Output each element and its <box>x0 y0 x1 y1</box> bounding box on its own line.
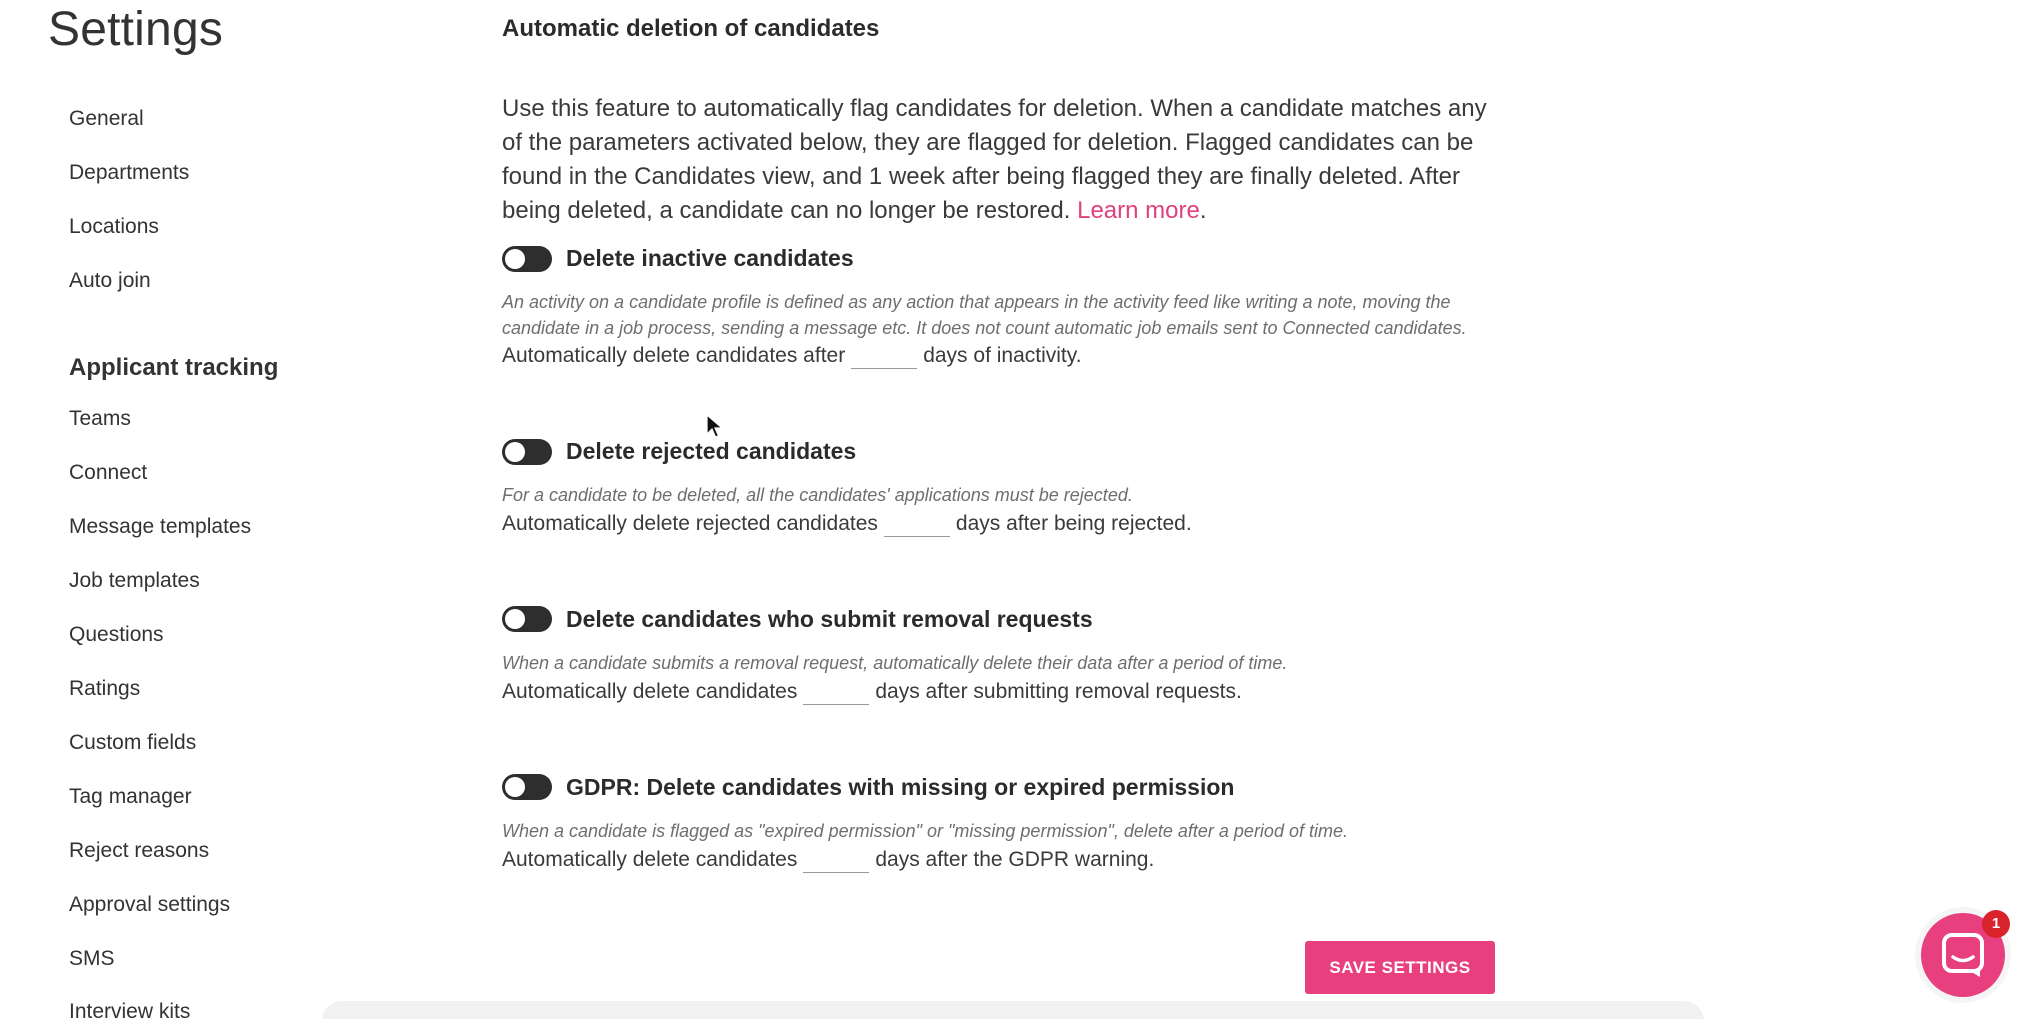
rule-line-gdpr <box>502 848 1154 873</box>
sidebar-item-reject-reasons[interactable]: Reject reasons <box>69 839 210 862</box>
toggle-knob <box>505 249 525 269</box>
rule-suffix: days of inactivity. <box>923 344 1082 367</box>
sidebar-item-approval-settings[interactable]: Approval settings <box>69 893 231 916</box>
rule-suffix: days after being rejected. <box>955 512 1192 535</box>
rule-note-removal-requests: When a candidate submits a removal request, automatically delete their data after a period of time. <box>502 653 1288 673</box>
rule-title-removal-requests: Delete candidates who submit removal requests <box>566 606 1093 632</box>
sidebar-item-auto-join[interactable]: Auto join <box>69 269 151 292</box>
sidebar-section-applicant-tracking: Applicant tracking <box>69 354 279 381</box>
rule-title-inactive: Delete inactive candidates <box>566 245 854 271</box>
chat-notification-badge: 1 <box>1982 910 2010 938</box>
rejected-days-input[interactable] <box>884 516 950 537</box>
toggle-knob <box>505 442 525 462</box>
sidebar-item-message-templates[interactable]: Message templates <box>69 515 252 538</box>
sidebar-item-questions[interactable]: Questions <box>69 623 164 646</box>
sidebar-item-locations[interactable]: Locations <box>69 215 159 238</box>
rule-note-rejected: For a candidate to be deleted, all the candidates' applications must be rejected. <box>502 485 1133 505</box>
sidebar-item-teams[interactable]: Teams <box>69 407 131 430</box>
rule-line-removal-requests <box>502 680 1242 705</box>
rule-suffix: days after the GDPR warning. <box>875 848 1155 871</box>
toggle-knob <box>505 609 525 629</box>
sidebar-item-interview-kits[interactable]: Interview kits <box>69 1000 191 1019</box>
intro-body: Use this feature to automatically flag candidates for deletion. When a candidate matches any of the parameters activated below, they are flagged for deletion. Flagged candidates can be found in the Candidates view, and 1 week after being flagged they are finally deleted. After being deleted, a candidate can no longer be restored. <box>502 95 1487 224</box>
toggle-delete-removal-requests[interactable] <box>502 606 552 632</box>
save-settings-button[interactable]: SAVE SETTINGS <box>1305 941 1495 994</box>
toggle-gdpr-permission[interactable] <box>502 774 552 800</box>
section-heading: Automatic deletion of candidates <box>502 15 880 42</box>
chat-icon <box>1942 933 1984 977</box>
rule-prefix: Automatically delete rejected candidates <box>502 512 878 535</box>
rule-prefix: Automatically delete candidates <box>502 680 798 703</box>
learn-more-link[interactable]: Learn more <box>1077 197 1200 224</box>
sidebar-item-tag-manager[interactable]: Tag manager <box>69 785 192 808</box>
rule-line-inactive <box>502 344 1082 369</box>
toggle-delete-inactive[interactable] <box>502 246 552 272</box>
sidebar-item-custom-fields[interactable]: Custom fields <box>69 731 197 754</box>
sidebar-item-departments[interactable]: Departments <box>69 161 190 184</box>
rule-prefix: Automatically delete candidates <box>502 848 798 871</box>
rule-suffix: days after submitting removal requests. <box>875 680 1242 703</box>
sidebar-item-connect[interactable]: Connect <box>69 461 148 484</box>
sidebar-item-sms[interactable]: SMS <box>69 947 115 970</box>
rule-note-gdpr: When a candidate is flagged as "expired permission" or "missing permission", delete after a period of time. <box>502 821 1348 841</box>
rule-title-gdpr: GDPR: Delete candidates with missing or expired permission <box>566 774 1235 800</box>
rule-line-rejected <box>502 512 1192 537</box>
page-title: Settings <box>48 3 224 56</box>
intro-text <box>502 92 1502 228</box>
bottom-panel-edge <box>322 1001 1704 1019</box>
rule-prefix: Automatically delete candidates after <box>502 344 846 367</box>
sidebar-item-general[interactable]: General <box>69 107 144 130</box>
rule-title-rejected: Delete rejected candidates <box>566 438 857 464</box>
inactive-days-input[interactable] <box>851 348 917 369</box>
gdpr-days-input[interactable] <box>803 852 869 873</box>
sidebar-item-job-templates[interactable]: Job templates <box>69 569 200 592</box>
removal-days-input[interactable] <box>803 684 869 705</box>
mouse-cursor-icon <box>706 414 724 440</box>
intro-end: . <box>1199 197 1207 224</box>
toggle-knob <box>505 777 525 797</box>
toggle-delete-rejected[interactable] <box>502 439 552 465</box>
rule-note-inactive: An activity on a candidate profile is defined as any action that appears in the activity feed like writing a note, moving the candidate in a job process, sending a message etc. It does not count automatic job emails sent to Connected candidates. <box>502 292 1467 338</box>
sidebar-item-ratings[interactable]: Ratings <box>69 677 141 700</box>
